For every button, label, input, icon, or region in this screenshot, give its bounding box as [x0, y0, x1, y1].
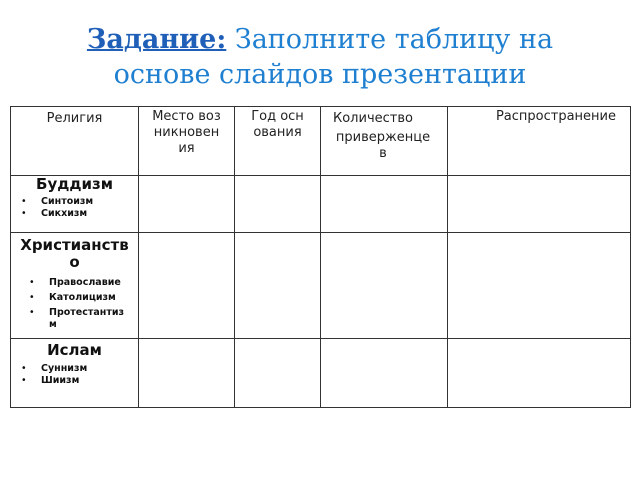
- religion-name: Буддизм: [36, 175, 113, 193]
- followers-cell[interactable]: [321, 339, 448, 408]
- spread-cell[interactable]: [448, 176, 631, 233]
- religion-name: Ислам: [47, 341, 102, 359]
- header-origin: [139, 107, 235, 176]
- origin-cell[interactable]: [139, 233, 235, 339]
- header-religion: Религия: [11, 107, 139, 176]
- table-row: [11, 176, 631, 233]
- list-item: • Православие: [49, 277, 138, 289]
- spread-cell[interactable]: [448, 339, 631, 408]
- religion-cell: [11, 176, 139, 233]
- header-followers-line2: приверженцев: [335, 130, 431, 161]
- year-cell[interactable]: [235, 176, 321, 233]
- header-row: [11, 107, 631, 176]
- branch-list: [49, 277, 138, 331]
- task-text: Заполните таблицу на: [234, 24, 554, 55]
- religion-table: [10, 106, 631, 408]
- branch-list: [41, 196, 138, 220]
- branch-list: [41, 363, 138, 387]
- table-row: [11, 233, 631, 339]
- list-item: • Католицизм: [49, 292, 138, 304]
- religion-cell: [11, 233, 139, 339]
- table-row: [11, 339, 631, 408]
- list-item: • Протестантизм: [49, 307, 127, 331]
- origin-cell[interactable]: [139, 176, 235, 233]
- spread-cell[interactable]: [448, 233, 631, 339]
- list-item: • Сикхизм: [41, 208, 138, 220]
- header-year: [235, 107, 321, 176]
- origin-cell[interactable]: [139, 339, 235, 408]
- followers-cell[interactable]: [321, 233, 448, 339]
- list-item: • Суннизм: [41, 363, 138, 375]
- header-spread: Распространение: [448, 107, 631, 176]
- task-label: Задание:: [86, 24, 227, 55]
- year-cell[interactable]: [235, 339, 321, 408]
- list-item: • Шиизм: [41, 375, 138, 387]
- slide-title: [0, 22, 640, 92]
- religion-cell: [11, 339, 139, 408]
- header-year-text: Год основания: [251, 109, 304, 140]
- header-followers-line1: Количество: [333, 111, 413, 126]
- task-text-line2: основе слайдов презентации: [113, 59, 527, 90]
- header-origin-text: Место возникновения: [152, 109, 221, 156]
- followers-cell[interactable]: [321, 176, 448, 233]
- year-cell[interactable]: [235, 233, 321, 339]
- header-followers: [321, 107, 448, 176]
- religion-name: Христианство: [20, 236, 129, 271]
- list-item: • Синтоизм: [41, 196, 138, 208]
